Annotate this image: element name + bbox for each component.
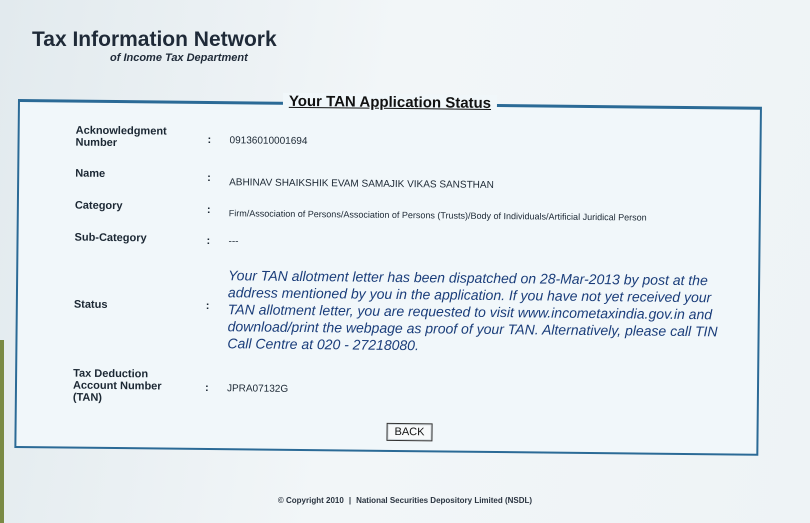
panel-title: Your TAN Application Status: [20, 90, 760, 115]
subcategory-colon: :: [206, 234, 211, 248]
name-value: ABHINAV SHAIKSHIK EVAM SAMAJIK VIKAS SANSTHAN: [229, 177, 494, 191]
site-subtitle: of Income Tax Department: [110, 52, 248, 64]
name-colon: :: [207, 171, 211, 185]
name-row: [75, 167, 739, 191]
tan-row: [72, 367, 737, 404]
tan-colon: :: [204, 381, 209, 395]
tan-status-panel: [14, 92, 762, 456]
status-row: [73, 266, 738, 354]
ack-label: Acknowledgment Number: [75, 124, 167, 150]
subcategory-row: [74, 231, 739, 248]
footer-separator: |: [348, 496, 352, 505]
footer-copyright: © Copyright 2010: [277, 496, 344, 505]
status-message: Your TAN allotment letter has been dispatched on 28-Mar-2013 by post at the address mentioned by you in the application. If you have not yet received your TAN allotment letter, you are requested to visit www.incometaxindia.gov.in and download/print the webpage as proof of your TAN. Alternatively, please call TIN Call Centre at 020 - 27218080.: [227, 267, 718, 354]
status-label: Status: [73, 298, 108, 311]
subcategory-label: Sub-Category: [74, 231, 147, 245]
status-colon: :: [205, 299, 210, 313]
category-value: Firm/Association of Persons/Association of Persons (Trusts)/Body of Individuals/Artificial Juridical Person: [228, 208, 647, 223]
tan-value: JPRA07132G: [226, 383, 289, 395]
back-button[interactable]: BACK: [386, 423, 432, 441]
tan-label: Tax Deduction Account Number (TAN): [72, 367, 162, 404]
footer: [0, 496, 810, 505]
category-colon: :: [206, 203, 211, 217]
subcategory-value: ---: [228, 236, 239, 248]
footer-org: National Securities Depository Limited (NSDL): [356, 496, 533, 505]
ack-value: 09136010001694: [229, 135, 308, 148]
site-title: Tax Information Network: [32, 28, 277, 51]
category-label: Category: [74, 199, 123, 213]
name-label: Name: [75, 167, 106, 180]
ack-colon: :: [207, 133, 212, 147]
ack-row: [75, 124, 740, 150]
category-row: [74, 199, 739, 223]
